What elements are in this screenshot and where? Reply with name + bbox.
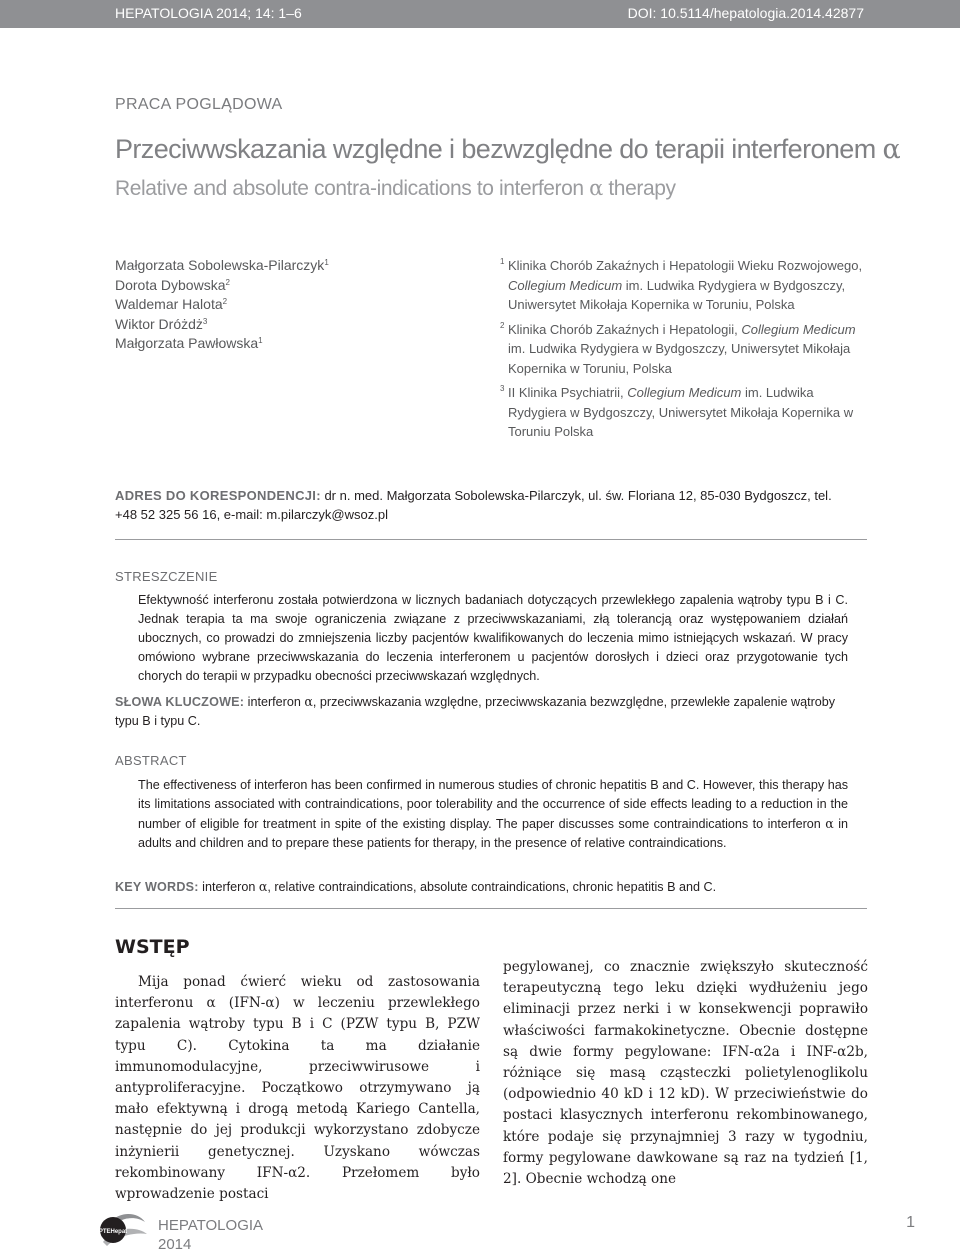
correspondence-text: dr n. med. Małgorzata Sobolewska-Pilarczyk, ul. św. Floriana 12, 85-030 Bydgoszcz, tel. +48 52 325 56 16, e-mail: m.pilarczyk@wsoz.pl [115, 488, 832, 522]
key-words: KEY WORDS: interferon α, relative contraindications, absolute contraindications, chronic hepatitis B and C. [115, 879, 717, 894]
alpha-symbol: α [258, 879, 268, 894]
running-header [0, 0, 960, 28]
streszczenie-label: STRESZCZENIE [115, 569, 218, 584]
streszczenie-text: Efektywność interferonu została potwierdzona w licznych badaniach dotyczących przewlekłego zapalenia wątroby typu B i C. Jednak terapia ta ma swoje ograniczenia związane z przeciwwskazaniami, złą tolerancją oraz występowaniem działań ubocznych, co prowadzi do zmniejszenia liczby pacjentów kwalifikowanych do leczenia mimo istniejących wskazań. W pracy omówiono wybrane przeciwwskazania do leczenia interferonem u pacjentów dorosłych i dzieci oraz przygotowanie tych chorych do terapii w przypadku obecności przeciwwskazań względnych. [138, 593, 848, 683]
logo-text: PTEHepat [98, 1229, 128, 1235]
affiliation: 1 Klinika Chorób Zakaźnych i Hepatologii Wieku Rozwojowego, Collegium Medicum im. Ludwika Rydygiera w Bydgoszczy, Uniwersytet Mikołaja Kopernika w Toruniu, Polska [500, 257, 863, 312]
author: Dorota Dybowska$^2$ [115, 276, 230, 293]
author: Wiktor Dróżdż$^3$ [115, 315, 208, 332]
author: Waldemar Halota$^2$ [115, 296, 228, 312]
section-heading: WSTĘP [115, 936, 190, 958]
author-list [115, 256, 329, 354]
abstract-text: The effectiveness of interferon has been confirmed in numerous studies of chronic hepatitis B and C. However, this therapy has its limitations associated with contraindications, poor tolerability and the occurrence of side effects leading to a reduction in the number of eligible for treatment in spite of the existing display. The paper discusses some contraindications to interferon α in adults and children and to prepare these patients for therapy, in the presence of relative contraindications. [138, 778, 848, 850]
journal-reference: HEPATOLOGIA 2014; 14: 1–6 [115, 5, 302, 21]
title-polish: Przeciwwskazania względne i bezwzględne do terapii interferonem α [115, 134, 901, 165]
doi[interactable]: DOI: 10.5114/hepatologia.2014.42877 [627, 5, 864, 21]
body-column-right: pegylowanej, co znacznie zwiększyło skuteczność terapeutyczną tego leku dzięki wydłużeniu jego eliminacji przez nerki i w konsekwencji poprawiło właściwości farmakokinetyczne. Obecnie dostępne są dwie formy pegylowane: IFN-α2a i INF-α2b, różniące się masą cząsteczki polietylenoglikolu (odpowiednio 40 kD i 12 kD). W przeciwieństwie do postaci klasycznych interferonu rekombinowanego, które podaje się przynajmniej 3 razy w tygodniu, formy pegylowane dawkowane są raz na tydzień [1, 2]. Obecnie wchodzą one [503, 959, 868, 1188]
ptehepat-logo-icon [95, 1206, 150, 1252]
alpha-symbol: α [825, 816, 834, 831]
alpha-symbol: α [589, 176, 603, 200]
slowa-kluczowe: SŁOWA KLUCZOWE: interferon α, przeciwwskazania względne, przeciwwskazania bezwzględne, przewlekłe zapalenie wątroby typu B i typu C. [115, 694, 836, 728]
footer-journal: HEPATOLOGIA 2014 [158, 1217, 264, 1253]
affiliation: 2 Klinika Chorób Zakaźnych i Hepatologii, Collegium Medicum im. Ludwika Rydygiera w Bydgoszczy, Uniwersytet Mikołaja Kopernika w Toruniu, Polska [500, 320, 856, 376]
alpha-symbol: α [882, 134, 901, 165]
author: Małgorzata Sobolewska-Pilarczyk$^1$ [115, 257, 329, 273]
correspondence-label: ADRES DO KORESPONDENCJI: [115, 488, 321, 503]
correspondence [115, 486, 855, 524]
affiliation: 3 II Klinika Psychiatrii, Collegium Medicum im. Ludwika Rydygiera w Bydgoszczy, Uniwersytet Mikołaja Kopernika w Toruniu Polska [500, 384, 854, 439]
title-english: Relative and absolute contra-indications to interferon α therapy [115, 176, 676, 200]
page-footer [95, 1206, 915, 1256]
body-column-left: Mija ponad ćwierć wieku od zastosowania interferonu α (IFN-α) w leczeniu przewlekłego zapalenia wątroby typu B i C (PZW typu B, PZW typu C). Cytokina ta ma działanie immunomodulacyjne, przeciwwirusowe i antyproliferacyjne. Początkowo otrzymywano ją mało efektywną i drogą metodą Kariego Cantella, następnie do jej produkcji wykorzystano zdobycze inżynierii genetycznej. Uzyskano wówczas rekombinowany IFN-α2. Przełomem było wprowadzenie postaci [115, 974, 480, 1203]
page-number: 1 [906, 1214, 915, 1231]
divider [115, 908, 867, 909]
article-type: PRACA POGLĄDOWA [115, 96, 283, 113]
divider [115, 539, 867, 540]
alpha-symbol: α [304, 694, 313, 709]
affiliation-list [500, 256, 870, 447]
abstract-label: ABSTRACT [115, 753, 187, 768]
author: Małgorzata Pawłowska$^1$ [115, 335, 263, 351]
